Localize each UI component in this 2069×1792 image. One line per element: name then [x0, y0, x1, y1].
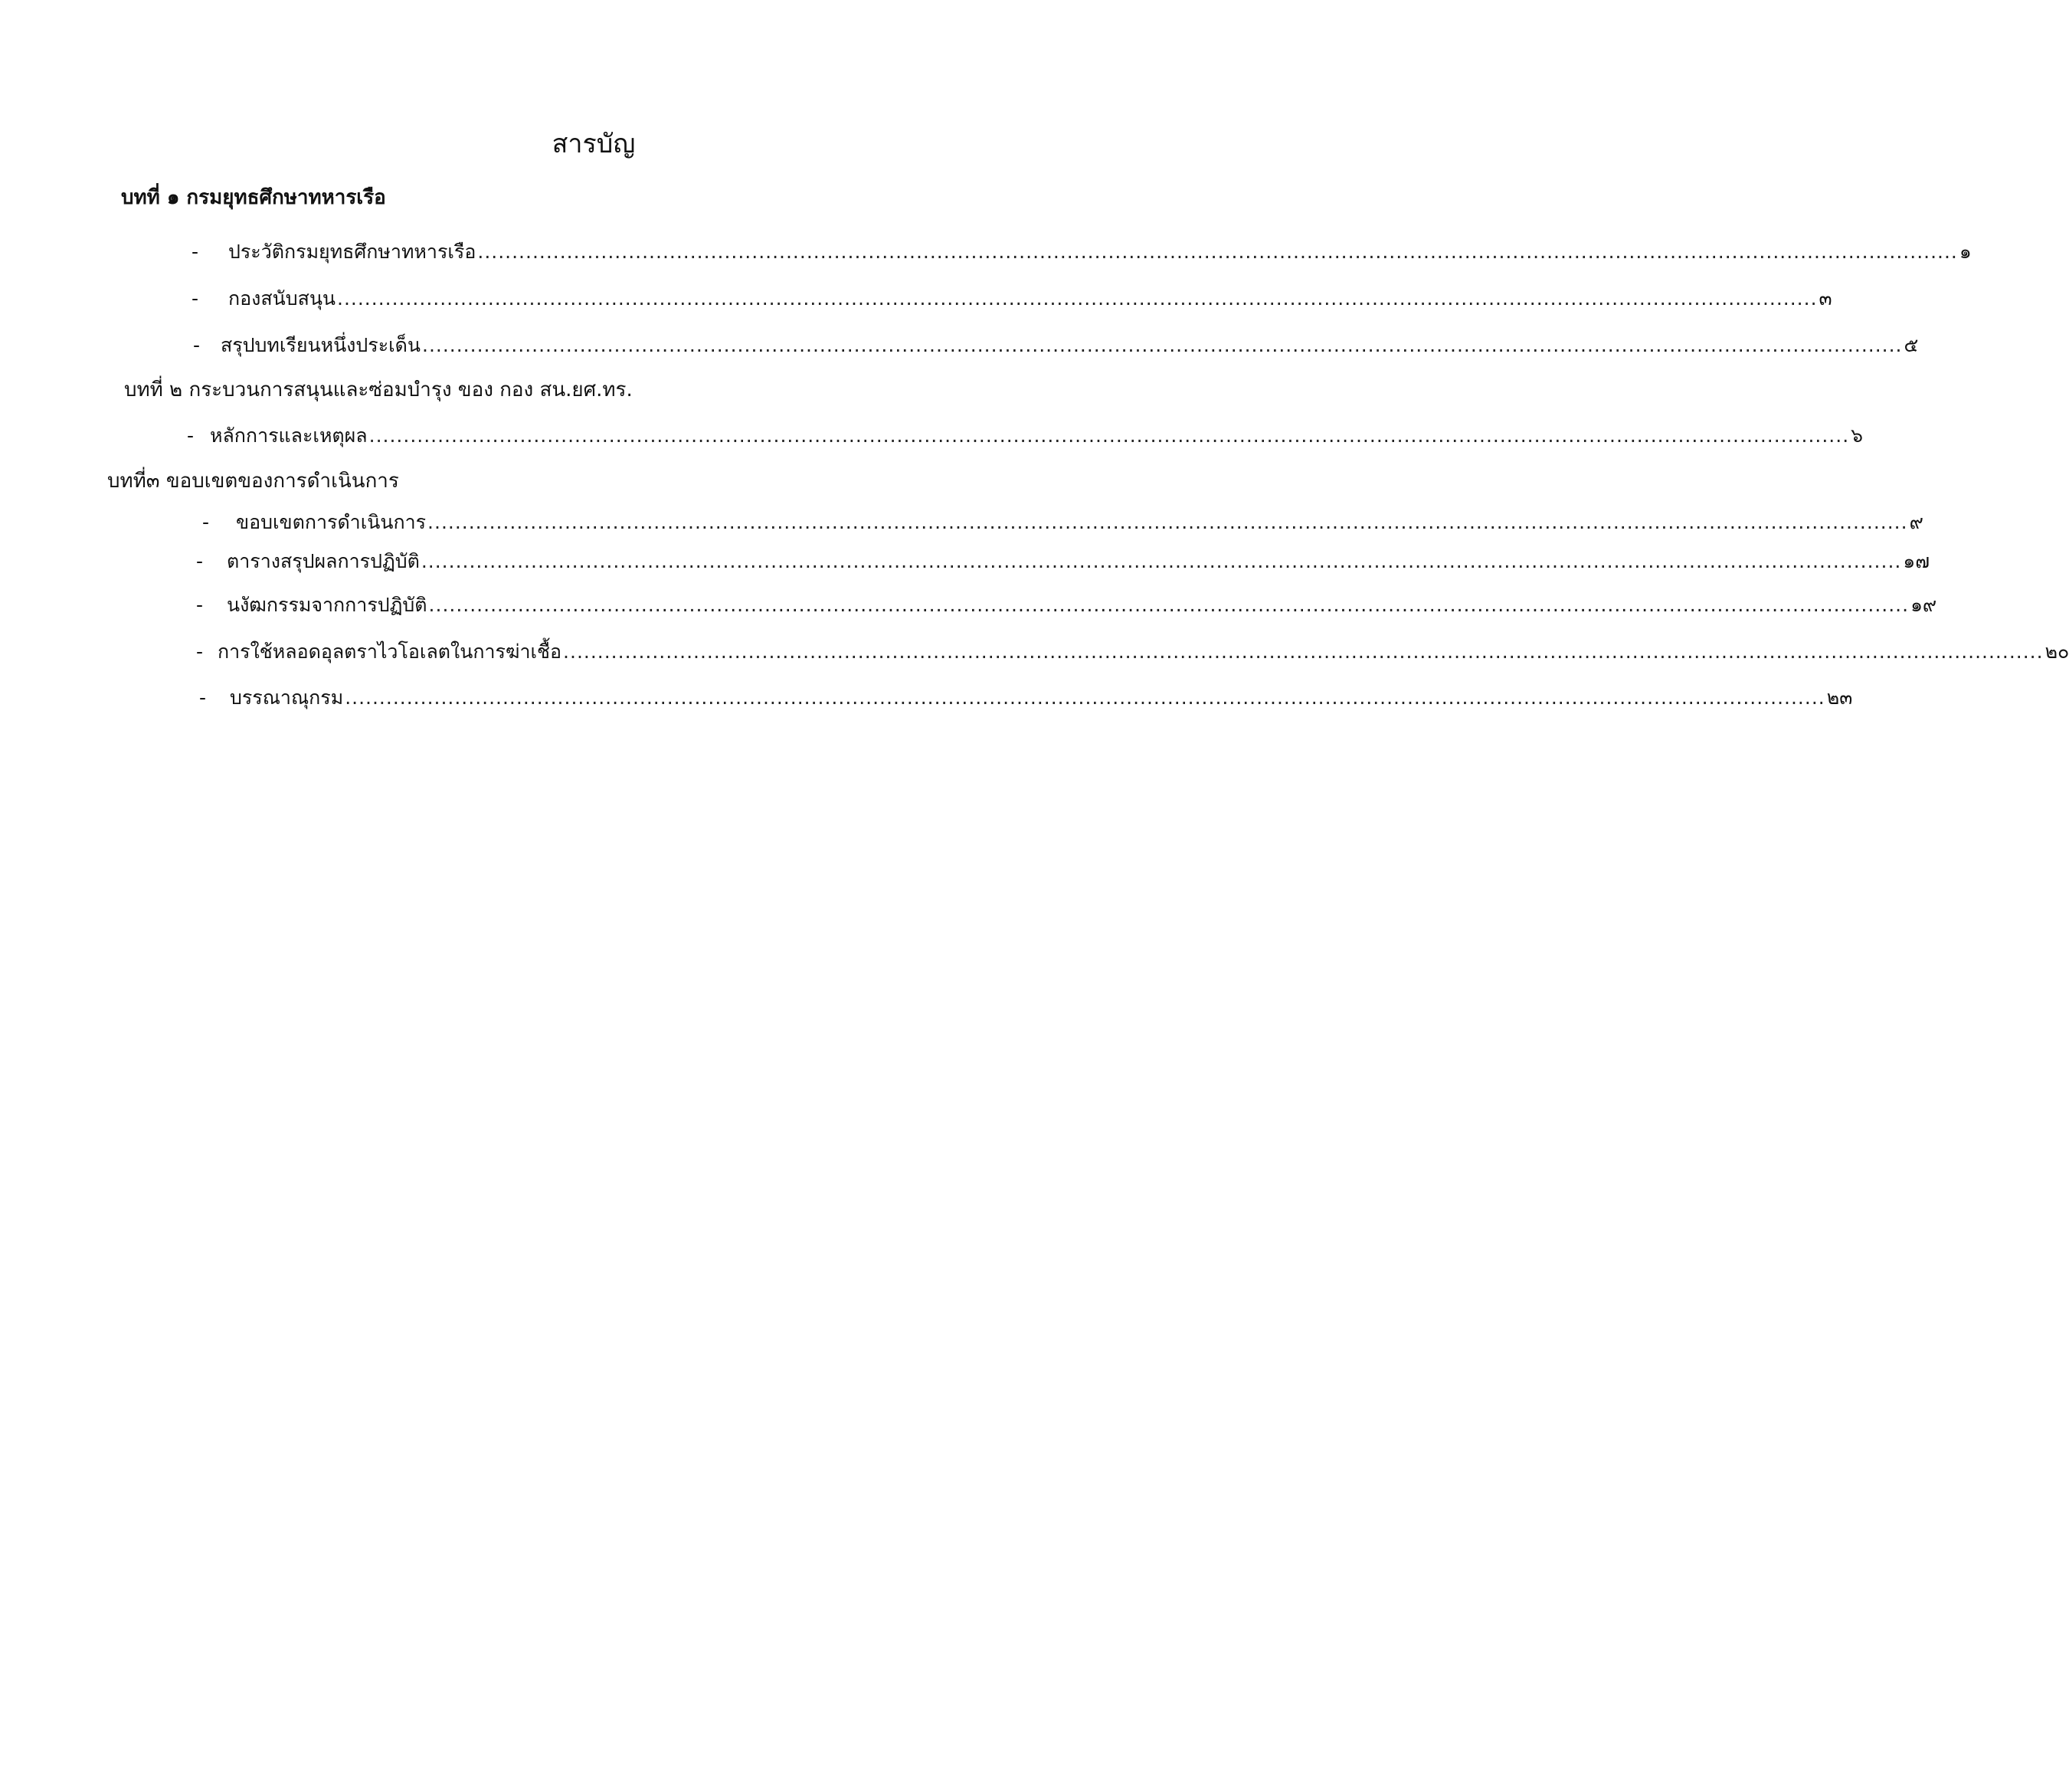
toc-entry-page: ๑: [1959, 241, 1972, 263]
bullet-dash: -: [202, 511, 210, 533]
toc-entry[interactable]: [187, 423, 1864, 449]
chapter-1-heading: บทที่ ๑ กรมยุทธศึกษาทหารเรือ: [121, 186, 386, 209]
toc-entry-label: บรรณาณุกรม: [230, 686, 344, 709]
toc-entry-label: หลักการและเหตุผล: [210, 424, 368, 447]
bullet-dash: -: [192, 241, 199, 263]
dot-leader: ........................................................................................................................................................................................................................: [337, 287, 1818, 310]
toc-entry-label: สรุปบทเรียนหนึ่งประเด็น: [221, 334, 421, 356]
bullet-dash: -: [192, 287, 199, 310]
dot-leader: ........................................................................................................................................................................................................................: [422, 334, 1903, 356]
toc-entry-page: ๒๐: [2044, 640, 2069, 663]
toc-entry-page: ๑๙: [1910, 594, 1937, 616]
toc-entry-page: ๕: [1904, 334, 1919, 356]
bullet-dash: -: [199, 686, 207, 709]
dot-leader: ........................................................................................................................................................................................................................: [563, 640, 2044, 663]
toc-entry-page: ๙: [1909, 511, 1923, 533]
toc-entry[interactable]: [196, 549, 1930, 575]
toc-entry-page: ๒๓: [1826, 686, 1853, 709]
toc-entry-label: ตารางสรุปผลการปฏิบัติ: [227, 550, 420, 572]
dot-leader: ........................................................................................................................................................................................................................: [428, 594, 1910, 616]
dot-leader: ........................................................................................................................................................................................................................: [368, 424, 1850, 447]
toc-entry-label: ขอบเขตการดำเนินการ: [236, 511, 427, 533]
toc-entry-label: ประวัติกรมยุทธศึกษาทหารเรือ: [228, 241, 476, 263]
dot-leader: ........................................................................................................................................................................................................................: [345, 686, 1825, 709]
bullet-dash: -: [196, 550, 204, 572]
toc-entry-page: ๖: [1851, 424, 1864, 447]
bullet-dash: -: [193, 334, 201, 356]
toc-entry[interactable]: [196, 592, 1937, 618]
chapter-2-heading: บทที่ ๒ กระบวนการสนุนและซ่อมบำรุง ของ กอง สน.ยศ.ทร.: [124, 378, 633, 401]
toc-entry-page: ๓: [1819, 287, 1832, 310]
toc-entry-label: กองสนับสนุน: [228, 287, 336, 310]
toc-entry-label: การใช้หลอดอุลตราไวโอเลตในการฆ่าเชื้อ: [218, 640, 562, 663]
dot-leader: ........................................................................................................................................................................................................................: [427, 511, 1908, 533]
toc-entry[interactable]: [193, 333, 1919, 359]
toc-entry[interactable]: [199, 685, 1853, 711]
bullet-dash: -: [196, 594, 204, 616]
page-title: สารบัญ: [552, 129, 636, 159]
bullet-dash: -: [187, 424, 195, 447]
toc-entry-page: ๑๗: [1903, 550, 1930, 572]
bullet-dash: -: [196, 640, 204, 663]
toc-entry[interactable]: [202, 509, 1923, 536]
chapter-3-heading: บทที่๓ ขอบเขตของการดำเนินการ: [107, 470, 399, 493]
dot-leader: ........................................................................................................................................................................................................................: [421, 550, 1902, 572]
dot-leader: ........................................................................................................................................................................................................................: [477, 241, 1958, 263]
toc-entry[interactable]: [196, 639, 2069, 665]
toc-entry[interactable]: [192, 239, 1972, 265]
toc-entry-label: นงัฒกรรมจากการปฏิบัติ: [227, 594, 427, 616]
toc-entry[interactable]: [192, 286, 1832, 312]
